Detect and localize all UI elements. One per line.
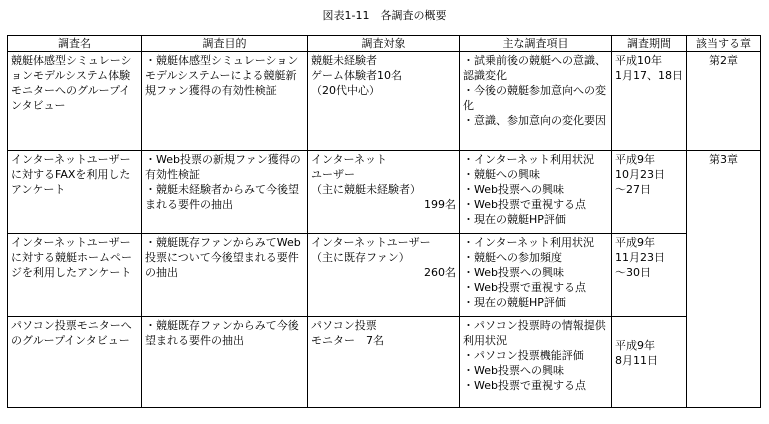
target-line: インターネットユーザー — [311, 236, 431, 249]
target-line: モニター 7名 — [311, 334, 384, 347]
survey-name-cell — [8, 151, 142, 234]
target-cell — [308, 52, 460, 151]
item-line: ・意識、参加意向の変化要因 — [463, 114, 606, 127]
item-line: ・Web投票で重視する点 — [463, 281, 586, 294]
target-line: ユーザー — [311, 168, 355, 181]
item-line: ・Web投票への興味 — [463, 266, 564, 279]
purpose-cell — [142, 52, 308, 151]
item-line: ・Web投票への興味 — [463, 364, 564, 377]
survey-name-cell — [8, 317, 142, 408]
survey-name-cell — [8, 234, 142, 317]
items-cell — [460, 151, 612, 234]
header-period: 調査期間 — [612, 36, 687, 52]
target-cell — [308, 317, 460, 408]
survey-table — [7, 35, 761, 408]
item-line: ・パソコン投票時の情報提供利用状況 — [463, 319, 606, 347]
target-line: （主に競艇未経験者） — [311, 183, 421, 196]
chapter-label: 第3章 — [709, 153, 738, 166]
period-line: 10月23日 — [615, 168, 665, 181]
survey-name-cell — [8, 52, 142, 151]
period-line: 平成9年 — [615, 339, 655, 352]
header-survey-name: 調査名 — [8, 36, 142, 52]
target-count: 260名 — [424, 266, 456, 279]
target-count: 199名 — [424, 198, 456, 211]
period-line: ～27日 — [615, 183, 651, 196]
items-cell — [460, 234, 612, 317]
item-line: ・現在の競艇HP評価 — [463, 296, 566, 309]
target-line: （主に既存ファン） — [311, 251, 410, 264]
target-cell — [308, 151, 460, 234]
period-line: 8月11日 — [615, 354, 658, 367]
item-line: ・Web投票への興味 — [463, 183, 564, 196]
purpose-line: ・競艇体感型シミュレーションモデルシステムーによる競艇新規ファン獲得の有効性検証 — [145, 54, 299, 97]
purpose-line: ・競艇既存ファンからみてWeb投票について今後望まれる要件の抽出 — [145, 236, 301, 279]
item-line: ・Web投票で重視する点 — [463, 198, 586, 211]
survey-name: パソコン投票モニターへのグループインタビュー — [11, 319, 132, 347]
item-line: ・試乗前後の競艇への意識、認識変化 — [463, 54, 606, 82]
table-row — [8, 151, 761, 234]
period-line: 平成9年 — [615, 153, 655, 166]
target-line: 競艇未経験者 — [311, 54, 377, 67]
item-line: ・インターネット利用状況 — [463, 153, 595, 166]
chapter-label: 第2章 — [709, 54, 738, 67]
target-line: インターネット — [311, 153, 388, 166]
figure-title: 図表1-11 各調査の概要 — [322, 9, 447, 22]
period-cell — [612, 52, 687, 151]
period-cell — [612, 234, 687, 317]
purpose-line: ・競艇未経験者からみて今後望まれる要件の抽出 — [145, 183, 299, 211]
period-line: 平成9年 — [615, 236, 655, 249]
purpose-cell — [142, 317, 308, 408]
table-row — [8, 317, 761, 408]
purpose-line: ・Web投票の新規ファン獲得の有効性検証 — [145, 153, 301, 181]
purpose-line: ・競艇既存ファンからみて今後望まれる要件の抽出 — [145, 319, 299, 347]
period-line: 平成10年 — [615, 54, 662, 67]
header-target: 調査対象 — [308, 36, 460, 52]
table-row — [8, 52, 761, 151]
item-line: ・パソコン投票機能評価 — [463, 349, 584, 362]
chapter-cell — [687, 151, 761, 408]
item-line: ・競艇への興味 — [463, 168, 540, 181]
survey-name: インターネットユーザーに対する競艇ホームページを利用したアンケート — [11, 236, 132, 279]
purpose-cell — [142, 234, 308, 317]
target-line: ゲーム体験者10名 — [311, 69, 402, 82]
items-cell — [460, 317, 612, 408]
period-cell — [612, 317, 687, 408]
header-items: 主な調査項目 — [460, 36, 612, 52]
period-line: 11月23日 — [615, 251, 665, 264]
purpose-cell — [142, 151, 308, 234]
item-line: ・インターネット利用状況 — [463, 236, 595, 249]
target-line: パソコン投票 — [311, 319, 377, 332]
chapter-cell — [687, 52, 761, 151]
item-line: ・Web投票で重視する点 — [463, 379, 586, 392]
target-line: （20代中心） — [311, 84, 380, 97]
header-row — [8, 36, 761, 52]
item-line: ・今後の競艇参加意向への変化 — [463, 84, 606, 112]
period-cell — [612, 151, 687, 234]
target-cell — [308, 234, 460, 317]
item-line: ・現在の競艇HP評価 — [463, 213, 566, 226]
table-row — [8, 234, 761, 317]
items-cell — [460, 52, 612, 151]
period-line: ～30日 — [615, 266, 651, 279]
item-line: ・競艇への参加頻度 — [463, 251, 562, 264]
header-chapter: 該当する章 — [687, 36, 761, 52]
survey-name: インターネットユーザーに対するFAXを利用したアンケート — [11, 153, 131, 196]
period-line: 1月17、18日 — [615, 69, 683, 82]
header-purpose: 調査目的 — [142, 36, 308, 52]
period-block — [615, 318, 683, 368]
survey-name: 競艇体感型シミュレーションモデルシステム体験モニターへのグループインタビュー — [11, 54, 132, 112]
